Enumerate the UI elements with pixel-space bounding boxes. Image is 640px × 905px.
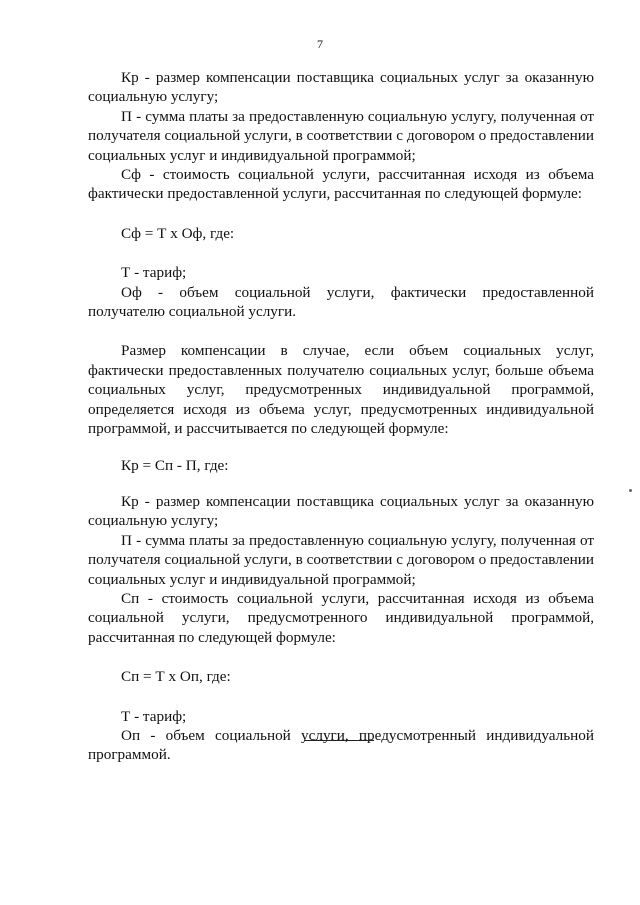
formula-sp: Сп = Т х Оп, где: — [121, 668, 231, 686]
formula-sf: Сф = Т х Оф, где: — [121, 224, 235, 242]
definition-t-2: Т - тариф; — [121, 707, 187, 725]
definition-sp: Сп - стоимость социальной услуги, рассчитанная исходя из объема социальной услуги, предусмотренного индивидуальной программой, рассчитанная по следующей формуле: — [88, 589, 594, 646]
scan-speck — [629, 489, 632, 492]
definition-t: Т - тариф; — [121, 264, 187, 282]
definition-of: Оф - объем социальной услуги, фактически предоставленной получателю социальной услуги. — [88, 283, 594, 321]
definition-p-2: П - сумма платы за предоставленную социальную услугу, полученная от получателя социальной услуги, в соответствии с договором о предоставлении социальных услуг и индивидуальной программой; — [88, 531, 594, 588]
definition-kr: Кр - размер компенсации поставщика социальных услуг за оказанную социальную услугу; — [88, 69, 594, 106]
definition-sf: Сф - стоимость социальной услуги, рассчитанная исходя из объема фактически предоставленной услуги, рассчитанная по следующей формуле: — [88, 166, 594, 203]
end-of-text-rule — [304, 740, 374, 741]
definition-p: П - сумма платы за предоставленную социальную услугу, полученная от получателя социальной услуги, в соответствии с договором о предоставлении социальных услуг и индивидуальной программой; — [88, 107, 594, 164]
page-number: 7 — [317, 37, 323, 51]
definition-op: Оп - объем социальной услуги, предусмотренный индивидуальной программой. — [88, 726, 594, 764]
formula-kr: Кр = Сп - П, где: — [121, 456, 229, 474]
definition-kr-2: Кр - размер компенсации поставщика социальных услуг за оказанную социальную услугу; — [88, 492, 594, 530]
compensation-rule-paragraph: Размер компенсации в случае, если объем социальных услуг, фактически предоставленных получателю социальных услуг, больше объема социальных услуг, предусмотренных индивидуальной программой, определяется исходя из объема услуг, предусмотренных индивидуальной программой, и рассчитывается по следующей формуле: — [88, 342, 594, 438]
document-body — [88, 68, 594, 765]
